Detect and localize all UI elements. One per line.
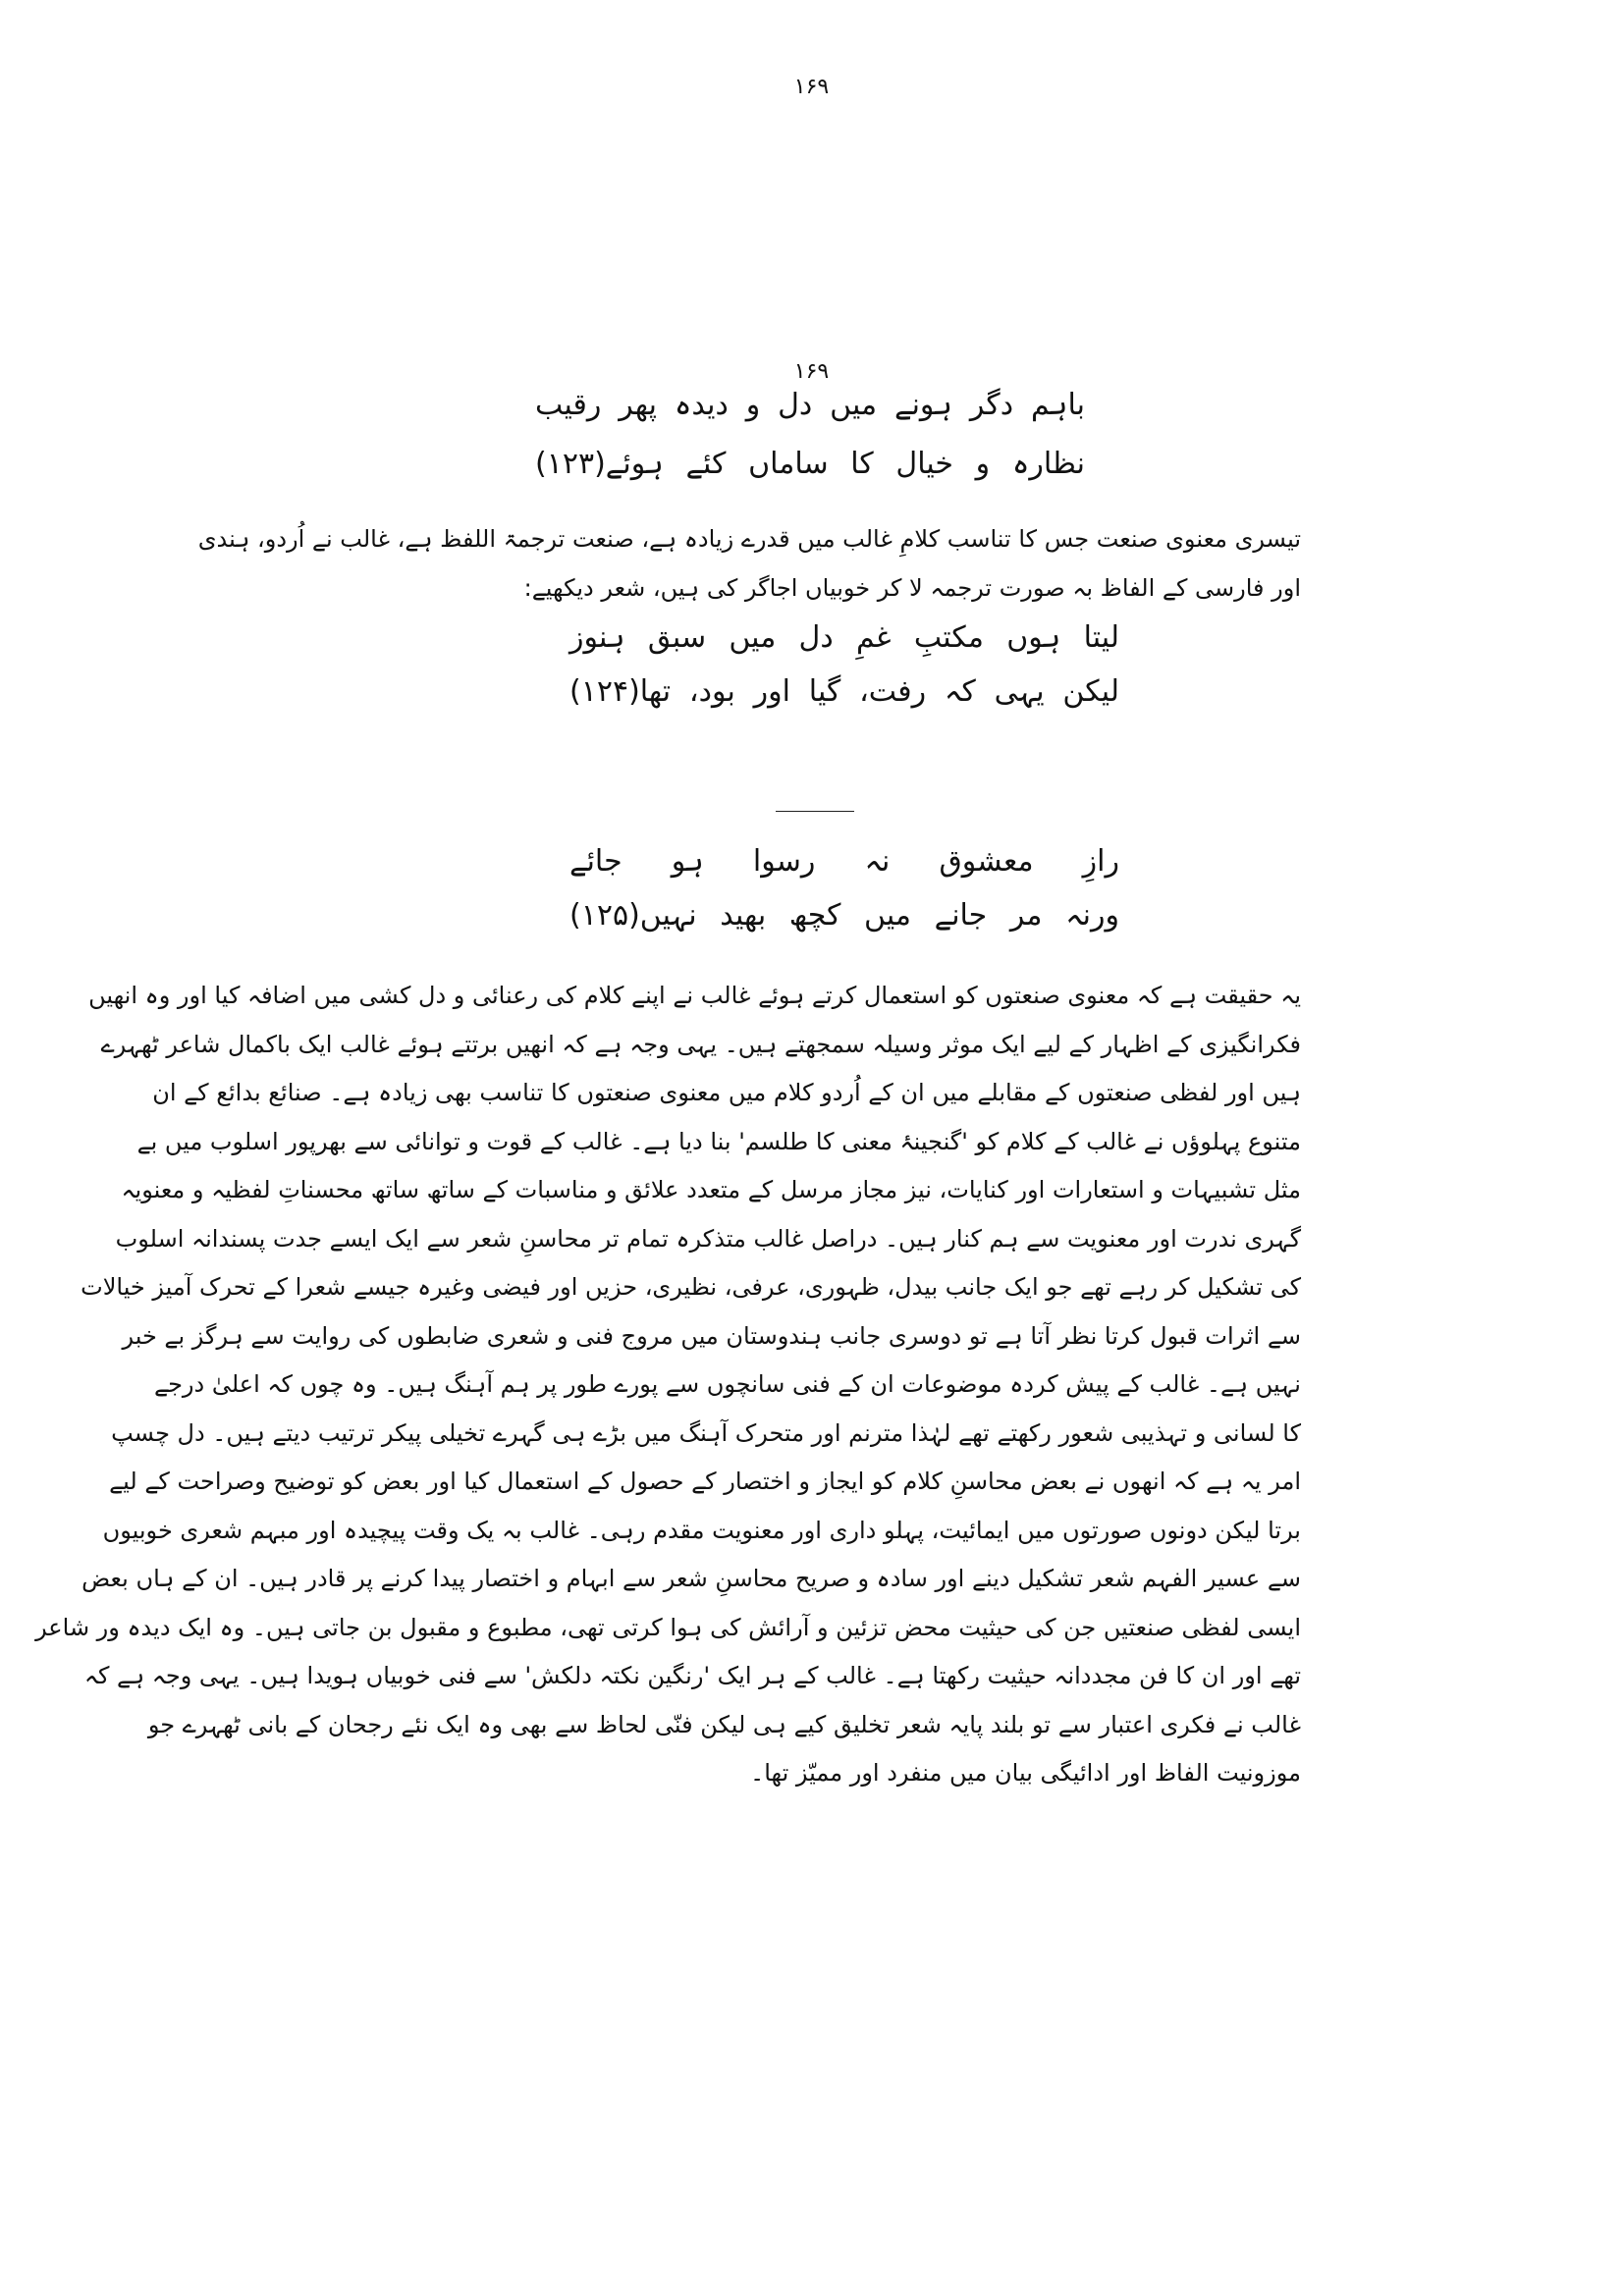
verse-line: لیکن یہی کہ رفت، گیا اور بود، تھا(۱۲۴) [569, 674, 1119, 709]
text-line: یہ حقیقت ہے کہ معنوی صنعتوں کو استعمال کرتے ہوئے غالب نے اپنے کلام کی رعنائی و دل کشی میں اضافہ کیا اور وہ انھیں [88, 982, 1301, 1009]
verse-line: باہم دگر ہونے میں دل و دیدہ پھر رقیب [535, 388, 1085, 422]
page-number-top: ۱۶۹ [793, 75, 830, 99]
text-line: نہیں ہے۔ غالب کے پیش کردہ موضوعات ان کے فنی سانچوں سے پورے طور پر ہم آہنگ ہیں۔ وہ چوں کہ اعلیٰ درجے [154, 1370, 1301, 1398]
text-line: سے عسیر الفہم شعر تشکیل دینے اور سادہ و صریح محاسنِ شعر سے ابہام و اختصار پیدا کرنے پر قادر ہیں۔ ان کے ہاں بعض [81, 1565, 1301, 1592]
verse-line: رازِ معشوق نہ رسوا ہو جائے [569, 844, 1119, 879]
text-line: فکرانگیزی کے اظہار کے لیے ایک موثر وسیلہ سمجھتے ہیں۔ یہی وجہ ہے کہ انھیں برتتے ہوئے غالب ایک باکمال شاعر ٹھہرے [100, 1030, 1301, 1058]
text-line: ہیں اور لفظی صنعتوں کے مقابلے میں ان کے اُردو کلام میں معنوی صنعتوں کا تناسب بھی زیادہ ہے۔ صنائع بدائع کے ان [152, 1079, 1301, 1106]
text-line: متنوع پہلوؤں نے غالب کے کلام کو 'گنجینۂ معنی کا طلسم' بنا دیا ہے۔ غالب کے قوت و توانائی سے بھرپور اسلوب میں بے [136, 1127, 1301, 1155]
text-line: تھے اور ان کا فن مجددانہ حیثیت رکھتا ہے۔ غالب کے ہر ایک 'رنگین نکتہ دلکش' سے فنی خوبیاں ہویدا ہیں۔ یہی وجہ ہے کہ [83, 1662, 1301, 1689]
section-divider [776, 811, 854, 812]
text-line: گہری ندرت اور معنویت سے ہم کنار ہیں۔ دراصل غالب متذکرہ تمام تر محاسنِ شعر سے ایک ایسے جدت پسندانہ اسلوب [115, 1224, 1301, 1253]
intro-paragraph [197, 515, 1301, 613]
text-line: سے اثرات قبول کرتا نظر آتا ہے تو دوسری جانب ہندوستان میں مروج فنی و شعری ضابطوں کی روایت سے ہرگز بے خبر [122, 1321, 1301, 1350]
page-number-inner: ۱۶۹ [793, 359, 830, 384]
text-line: غالب نے فکری اعتبار سے تو بلند پایہ شعر تخلیق کیے ہی لیکن فنّی لحاظ سے بھی وہ ایک نئے رجحان کے بانی ٹھہرے جو [147, 1710, 1301, 1738]
text-line: تیسری معنوی صنعت جس کا تناسب کلامِ غالب میں قدرے زیادہ ہے، صنعت ترجمۃ اللفظ ہے، غالب نے اُردو، ہندی [197, 525, 1301, 553]
text-line: کا لسانی و تہذیبی شعور رکھتے تھے لہٰذا مترنم اور متحرک آہنگ میں بڑے ہی گہرے تخیلی پیکر ترتیب دیتے ہیں۔ دل چسپ [111, 1418, 1301, 1447]
text-line: برتا لیکن دونوں صورتوں میں ایمائیت، پہلو داری اور معنویت مقدم رہی۔ غالب بہ یک وقت پیچیدہ اور مبہم شعری خوبیوں [102, 1516, 1301, 1544]
verse-line: لیتا ہوں مکتبِ غمِ دل میں سبق ہنوز [569, 620, 1119, 655]
verse-line: ورنہ مر جانے میں کچھ بھید نہیں(۱۲۵) [569, 898, 1119, 933]
text-line: امر یہ ہے کہ انھوں نے بعض محاسنِ کلام کو ایجاز و اختصار کے حصول کے استعمال کیا اور بعض کو توضیح وصراحت کے لیے [109, 1468, 1301, 1495]
verse-line: نظارہ و خیال کا ساماں کئے ہوئے(۱۲۳) [535, 447, 1085, 481]
text-line: موزونیت الفاظ اور ادائیگی بیان میں منفرد اور ممیّز تھا۔ [750, 1759, 1301, 1787]
body-paragraph [35, 972, 1301, 1798]
text-line: اور فارسی کے الفاظ بہ صورت ترجمہ لا کر خوبیاں اجاگر کی ہیں، شعر دیکھیے: [523, 573, 1301, 602]
text-line: ایسی لفظی صنعتیں جن کی حیثیت محض تزئین و آرائش کی ہوا کرتی تھی، مطبوع و مقبول بن جاتی ہیں۔ وہ ایک دیدہ ور شاعر [35, 1613, 1301, 1641]
text-line: مثل تشبیہات و استعارات اور کنایات، نیز مجاز مرسل کے متعدد علائق و مناسبات کے ساتھ ساتھ محسناتِ لفظیہ و معنویہ [121, 1176, 1301, 1203]
text-line: کی تشکیل کر رہے تھے جو ایک جانب بیدل، ظہوری، عرفی، نظیری، حزیں اور فیضی وغیرہ جیسے شعرا کے تحرک آمیز خیالات [81, 1273, 1301, 1301]
